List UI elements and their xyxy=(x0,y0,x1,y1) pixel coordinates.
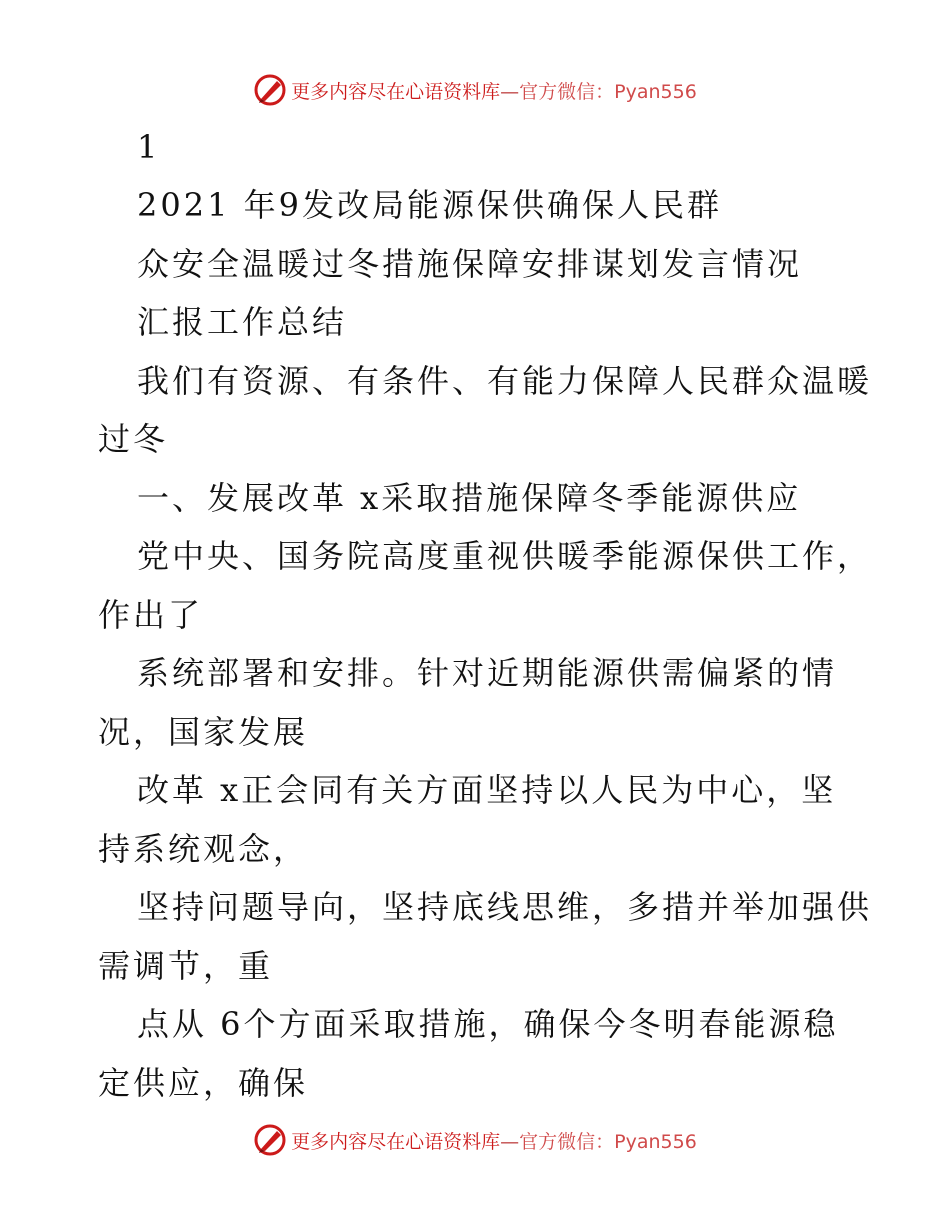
watermark-header xyxy=(0,70,950,110)
section-heading: 一、发展改革 x采取措施保障冬季能源供应 xyxy=(137,479,802,517)
paragraph-line: 点从 6个方面采取措施，确保今冬明春能源稳 xyxy=(137,1005,839,1043)
watermark-contact: 官方微信：Pyan556 xyxy=(519,1130,697,1153)
paragraph-line: 改革 x正会同有关方面坚持以人民为中心，坚 xyxy=(137,771,837,809)
paragraph-line: 定供应，确保 xyxy=(98,1064,309,1102)
watermark-text xyxy=(291,77,697,104)
paragraph-line: 党中央、国务院高度重视供暖季能源保供工作， xyxy=(137,537,873,575)
title-line-1: 2021 年9发改局能源保供确保人民群 xyxy=(137,186,722,224)
title-line-2: 众安全温暖过冬措施保障安排谋划发言情况 xyxy=(137,245,803,283)
watermark-text xyxy=(291,1127,697,1154)
watermark-promo: 更多内容尽在心语资料库 xyxy=(291,1130,501,1153)
paragraph-line: 作出了 xyxy=(98,596,204,634)
watermark-promo: 更多内容尽在心语资料库 xyxy=(291,80,501,103)
paragraph-line: 系统部署和安排。针对近期能源供需偏紧的情 xyxy=(137,654,838,692)
title-line-3: 汇报工作总结 xyxy=(137,303,348,341)
watermark-dash: — xyxy=(500,1130,520,1153)
watermark-footer xyxy=(0,1120,950,1160)
paragraph-line: 过冬 xyxy=(98,420,169,458)
watermark-dash: — xyxy=(500,80,520,103)
pen-logo-icon xyxy=(253,73,287,107)
paragraph-line: 需调节，重 xyxy=(98,947,274,985)
paragraph-line: 持系统观念， xyxy=(98,830,309,868)
paragraph-line: 我们有资源、有条件、有能力保障人民群众温暖 xyxy=(137,362,873,400)
watermark-contact: 官方微信：Pyan556 xyxy=(519,80,697,103)
page-number: 1 xyxy=(137,128,161,166)
pen-logo-icon xyxy=(253,1123,287,1157)
paragraph-line: 况，国家发展 xyxy=(98,713,309,751)
paragraph-line: 坚持问题导向，坚持底线思维，多措并举加强供 xyxy=(137,888,873,926)
